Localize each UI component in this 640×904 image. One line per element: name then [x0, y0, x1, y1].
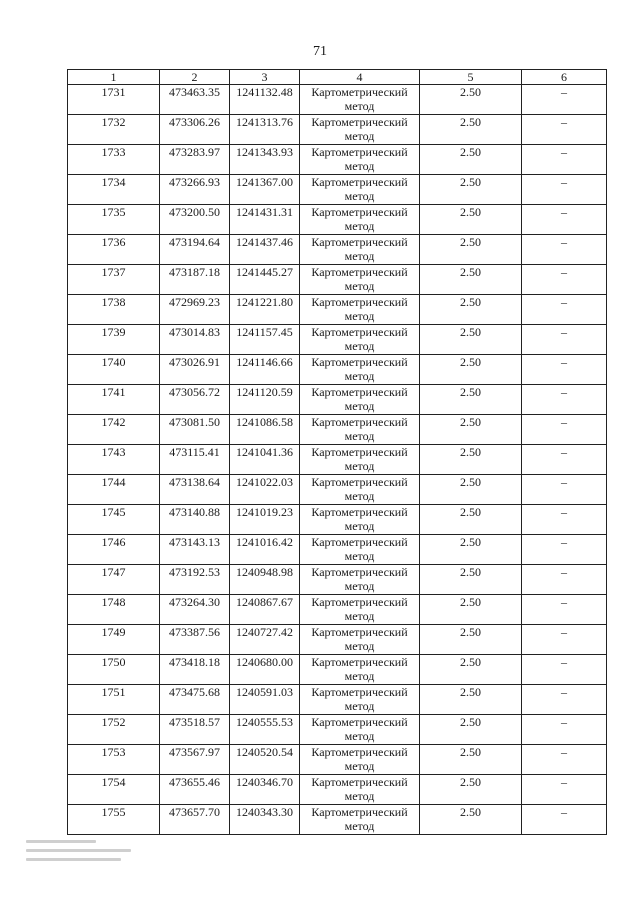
point-number-cell: 1738 — [68, 295, 160, 325]
table-row — [68, 385, 607, 415]
table-row — [68, 805, 607, 835]
method-cell — [300, 385, 420, 415]
table-row — [68, 115, 607, 145]
note-cell: – — [522, 715, 607, 745]
margin-stamp — [26, 840, 146, 876]
note-cell: – — [522, 535, 607, 565]
note-cell: – — [522, 775, 607, 805]
x-coordinate-cell: 473306.26 — [160, 115, 230, 145]
method-cell — [300, 805, 420, 835]
accuracy-cell: 2.50 — [420, 775, 522, 805]
method-line-1: Картометрический — [311, 415, 408, 429]
method-line-1: Картометрический — [311, 445, 408, 459]
point-number-cell: 1733 — [68, 145, 160, 175]
note-cell: – — [522, 805, 607, 835]
point-number-cell: 1744 — [68, 475, 160, 505]
note-cell: – — [522, 295, 607, 325]
method-line-2: метод — [344, 699, 375, 713]
accuracy-cell: 2.50 — [420, 295, 522, 325]
table-row — [68, 295, 607, 325]
y-coordinate-cell: 1240727.42 — [230, 625, 300, 655]
y-coordinate-cell: 1241086.58 — [230, 415, 300, 445]
method-line-1: Картометрический — [311, 85, 408, 99]
method-cell — [300, 325, 420, 355]
y-coordinate-cell: 1240346.70 — [230, 775, 300, 805]
x-coordinate-cell: 473475.68 — [160, 685, 230, 715]
y-coordinate-cell: 1240867.67 — [230, 595, 300, 625]
x-coordinate-cell: 473200.50 — [160, 205, 230, 235]
table-row — [68, 475, 607, 505]
column-header-6: 6 — [522, 70, 607, 85]
note-cell: – — [522, 85, 607, 115]
method-cell — [300, 775, 420, 805]
x-coordinate-cell: 473418.18 — [160, 655, 230, 685]
method-line-2: метод — [344, 579, 375, 593]
method-cell — [300, 745, 420, 775]
method-line-2: метод — [344, 459, 375, 473]
table-row — [68, 145, 607, 175]
accuracy-cell: 2.50 — [420, 565, 522, 595]
note-cell: – — [522, 625, 607, 655]
method-cell — [300, 145, 420, 175]
y-coordinate-cell: 1240591.03 — [230, 685, 300, 715]
accuracy-cell: 2.50 — [420, 805, 522, 835]
method-line-1: Картометрический — [311, 565, 408, 579]
method-line-2: метод — [344, 609, 375, 623]
method-cell — [300, 115, 420, 145]
table-row — [68, 595, 607, 625]
y-coordinate-cell: 1241022.03 — [230, 475, 300, 505]
note-cell: – — [522, 505, 607, 535]
method-cell — [300, 715, 420, 745]
note-cell: – — [522, 685, 607, 715]
table-row — [68, 85, 607, 115]
x-coordinate-cell: 473655.46 — [160, 775, 230, 805]
y-coordinate-cell: 1241437.46 — [230, 235, 300, 265]
method-cell — [300, 505, 420, 535]
note-cell: – — [522, 655, 607, 685]
x-coordinate-cell: 472969.23 — [160, 295, 230, 325]
method-line-1: Картометрический — [311, 625, 408, 639]
table-row — [68, 535, 607, 565]
method-line-2: метод — [344, 729, 375, 743]
method-line-1: Картометрический — [311, 685, 408, 699]
table-row — [68, 325, 607, 355]
method-cell — [300, 445, 420, 475]
table-row — [68, 505, 607, 535]
accuracy-cell: 2.50 — [420, 505, 522, 535]
accuracy-cell: 2.50 — [420, 235, 522, 265]
point-number-cell: 1752 — [68, 715, 160, 745]
method-line-2: метод — [344, 789, 375, 803]
method-line-2: метод — [344, 429, 375, 443]
method-line-1: Картометрический — [311, 235, 408, 249]
x-coordinate-cell: 473115.41 — [160, 445, 230, 475]
column-header-3: 3 — [230, 70, 300, 85]
method-cell — [300, 205, 420, 235]
method-cell — [300, 355, 420, 385]
table-row — [68, 415, 607, 445]
method-cell — [300, 595, 420, 625]
x-coordinate-cell: 473081.50 — [160, 415, 230, 445]
method-line-2: метод — [344, 669, 375, 683]
note-cell: – — [522, 745, 607, 775]
y-coordinate-cell: 1241041.36 — [230, 445, 300, 475]
method-cell — [300, 625, 420, 655]
column-header-2: 2 — [160, 70, 230, 85]
y-coordinate-cell: 1241019.23 — [230, 505, 300, 535]
note-cell: – — [522, 325, 607, 355]
table-row — [68, 775, 607, 805]
y-coordinate-cell: 1240520.54 — [230, 745, 300, 775]
table-row — [68, 175, 607, 205]
y-coordinate-cell: 1240343.30 — [230, 805, 300, 835]
x-coordinate-cell: 473192.53 — [160, 565, 230, 595]
method-line-1: Картометрический — [311, 295, 408, 309]
method-line-2: метод — [344, 759, 375, 773]
x-coordinate-cell: 473143.13 — [160, 535, 230, 565]
method-line-1: Картометрический — [311, 145, 408, 159]
note-cell: – — [522, 355, 607, 385]
point-number-cell: 1740 — [68, 355, 160, 385]
accuracy-cell: 2.50 — [420, 625, 522, 655]
point-number-cell: 1731 — [68, 85, 160, 115]
point-number-cell: 1750 — [68, 655, 160, 685]
y-coordinate-cell: 1241221.80 — [230, 295, 300, 325]
table-row — [68, 655, 607, 685]
column-header-4: 4 — [300, 70, 420, 85]
method-cell — [300, 685, 420, 715]
column-header-5: 5 — [420, 70, 522, 85]
method-line-2: метод — [344, 219, 375, 233]
method-line-2: метод — [344, 519, 375, 533]
method-cell — [300, 655, 420, 685]
method-line-1: Картометрический — [311, 265, 408, 279]
x-coordinate-cell: 473138.64 — [160, 475, 230, 505]
accuracy-cell: 2.50 — [420, 85, 522, 115]
accuracy-cell: 2.50 — [420, 655, 522, 685]
method-line-1: Картометрический — [311, 745, 408, 759]
method-line-2: метод — [344, 159, 375, 173]
note-cell: – — [522, 115, 607, 145]
method-cell — [300, 265, 420, 295]
method-cell — [300, 415, 420, 445]
method-line-1: Картометрический — [311, 775, 408, 789]
y-coordinate-cell: 1241157.45 — [230, 325, 300, 355]
point-number-cell: 1751 — [68, 685, 160, 715]
accuracy-cell: 2.50 — [420, 445, 522, 475]
note-cell: – — [522, 415, 607, 445]
note-cell: – — [522, 475, 607, 505]
accuracy-cell: 2.50 — [420, 145, 522, 175]
method-line-2: метод — [344, 129, 375, 143]
x-coordinate-cell: 473264.30 — [160, 595, 230, 625]
y-coordinate-cell: 1241120.59 — [230, 385, 300, 415]
method-line-2: метод — [344, 279, 375, 293]
note-cell: – — [522, 175, 607, 205]
method-line-2: метод — [344, 249, 375, 263]
note-cell: – — [522, 445, 607, 475]
y-coordinate-cell: 1241367.00 — [230, 175, 300, 205]
method-line-2: метод — [344, 819, 375, 833]
table-row — [68, 625, 607, 655]
method-cell — [300, 295, 420, 325]
accuracy-cell: 2.50 — [420, 355, 522, 385]
x-coordinate-cell: 473026.91 — [160, 355, 230, 385]
method-line-1: Картометрический — [311, 535, 408, 549]
method-line-1: Картометрический — [311, 355, 408, 369]
accuracy-cell: 2.50 — [420, 205, 522, 235]
accuracy-cell: 2.50 — [420, 685, 522, 715]
method-line-2: метод — [344, 99, 375, 113]
point-number-cell: 1737 — [68, 265, 160, 295]
x-coordinate-cell: 473463.35 — [160, 85, 230, 115]
accuracy-cell: 2.50 — [420, 415, 522, 445]
point-number-cell: 1755 — [68, 805, 160, 835]
accuracy-cell: 2.50 — [420, 325, 522, 355]
method-line-2: метод — [344, 489, 375, 503]
note-cell: – — [522, 265, 607, 295]
point-number-cell: 1735 — [68, 205, 160, 235]
table-row — [68, 265, 607, 295]
method-line-1: Картометрический — [311, 115, 408, 129]
x-coordinate-cell: 473056.72 — [160, 385, 230, 415]
x-coordinate-cell: 473140.88 — [160, 505, 230, 535]
y-coordinate-cell: 1241343.93 — [230, 145, 300, 175]
y-coordinate-cell: 1241146.66 — [230, 355, 300, 385]
page-number: 71 — [313, 44, 327, 59]
y-coordinate-cell: 1240948.98 — [230, 565, 300, 595]
note-cell: – — [522, 595, 607, 625]
method-line-2: метод — [344, 549, 375, 563]
method-line-1: Картометрический — [311, 205, 408, 219]
note-cell: – — [522, 145, 607, 175]
table-header-row — [68, 70, 607, 85]
accuracy-cell: 2.50 — [420, 535, 522, 565]
table-row — [68, 565, 607, 595]
table-row — [68, 445, 607, 475]
accuracy-cell: 2.50 — [420, 595, 522, 625]
y-coordinate-cell: 1241431.31 — [230, 205, 300, 235]
method-line-1: Картометрический — [311, 505, 408, 519]
method-line-2: метод — [344, 639, 375, 653]
x-coordinate-cell: 473014.83 — [160, 325, 230, 355]
point-number-cell: 1746 — [68, 535, 160, 565]
method-cell — [300, 565, 420, 595]
accuracy-cell: 2.50 — [420, 265, 522, 295]
method-line-1: Картометрический — [311, 655, 408, 669]
accuracy-cell: 2.50 — [420, 385, 522, 415]
method-line-1: Картометрический — [311, 475, 408, 489]
point-number-cell: 1747 — [68, 565, 160, 595]
method-line-1: Картометрический — [311, 595, 408, 609]
method-line-1: Картометрический — [311, 715, 408, 729]
method-cell — [300, 85, 420, 115]
accuracy-cell: 2.50 — [420, 715, 522, 745]
point-number-cell: 1742 — [68, 415, 160, 445]
method-line-2: метод — [344, 369, 375, 383]
point-number-cell: 1732 — [68, 115, 160, 145]
method-line-1: Картометрический — [311, 805, 408, 819]
method-line-1: Картометрический — [311, 175, 408, 189]
note-cell: – — [522, 235, 607, 265]
table-row — [68, 715, 607, 745]
table-row — [68, 235, 607, 265]
method-line-2: метод — [344, 309, 375, 323]
table-row — [68, 355, 607, 385]
coordinates-table — [67, 69, 607, 835]
y-coordinate-cell: 1240555.53 — [230, 715, 300, 745]
y-coordinate-cell: 1241132.48 — [230, 85, 300, 115]
y-coordinate-cell: 1241445.27 — [230, 265, 300, 295]
method-cell — [300, 175, 420, 205]
note-cell: – — [522, 205, 607, 235]
x-coordinate-cell: 473518.57 — [160, 715, 230, 745]
method-line-2: метод — [344, 399, 375, 413]
x-coordinate-cell: 473657.70 — [160, 805, 230, 835]
point-number-cell: 1753 — [68, 745, 160, 775]
method-line-1: Картометрический — [311, 325, 408, 339]
method-cell — [300, 475, 420, 505]
point-number-cell: 1741 — [68, 385, 160, 415]
table-body — [68, 85, 607, 835]
x-coordinate-cell: 473187.18 — [160, 265, 230, 295]
point-number-cell: 1745 — [68, 505, 160, 535]
point-number-cell: 1748 — [68, 595, 160, 625]
table-row — [68, 205, 607, 235]
method-cell — [300, 535, 420, 565]
column-header-1: 1 — [68, 70, 160, 85]
note-cell: – — [522, 385, 607, 415]
x-coordinate-cell: 473387.56 — [160, 625, 230, 655]
accuracy-cell: 2.50 — [420, 475, 522, 505]
table-row — [68, 745, 607, 775]
method-line-2: метод — [344, 339, 375, 353]
method-line-1: Картометрический — [311, 385, 408, 399]
accuracy-cell: 2.50 — [420, 175, 522, 205]
accuracy-cell: 2.50 — [420, 115, 522, 145]
point-number-cell: 1749 — [68, 625, 160, 655]
x-coordinate-cell: 473266.93 — [160, 175, 230, 205]
x-coordinate-cell: 473194.64 — [160, 235, 230, 265]
note-cell: – — [522, 565, 607, 595]
y-coordinate-cell: 1241016.42 — [230, 535, 300, 565]
point-number-cell: 1743 — [68, 445, 160, 475]
point-number-cell: 1736 — [68, 235, 160, 265]
point-number-cell: 1739 — [68, 325, 160, 355]
method-cell — [300, 235, 420, 265]
accuracy-cell: 2.50 — [420, 745, 522, 775]
point-number-cell: 1734 — [68, 175, 160, 205]
point-number-cell: 1754 — [68, 775, 160, 805]
y-coordinate-cell: 1240680.00 — [230, 655, 300, 685]
method-line-2: метод — [344, 189, 375, 203]
x-coordinate-cell: 473567.97 — [160, 745, 230, 775]
x-coordinate-cell: 473283.97 — [160, 145, 230, 175]
y-coordinate-cell: 1241313.76 — [230, 115, 300, 145]
table-row — [68, 685, 607, 715]
